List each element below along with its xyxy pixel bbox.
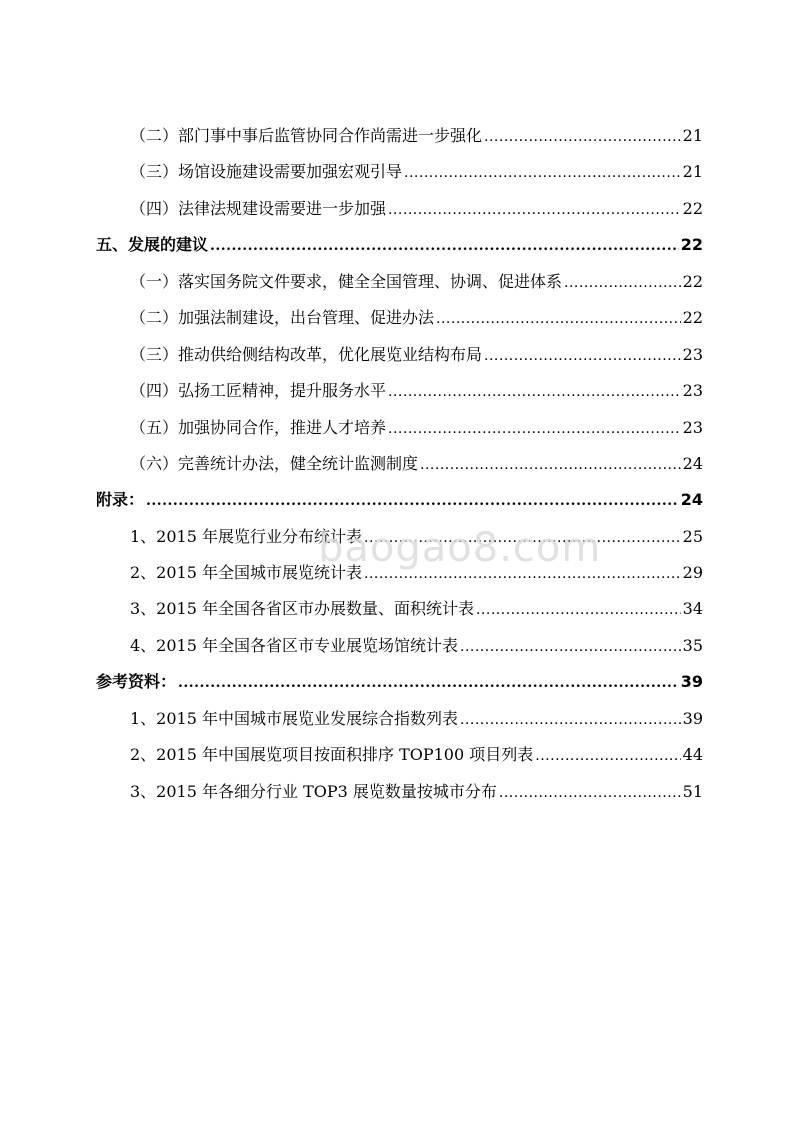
toc-entry[interactable] xyxy=(130,124,703,148)
toc-entry-page: 23 xyxy=(682,418,703,437)
toc-entry[interactable] xyxy=(130,634,703,658)
toc-entry[interactable] xyxy=(130,160,703,184)
toc-entry[interactable] xyxy=(130,780,703,804)
toc-entry-title: 3、2015 年各细分行业 TOP3 展览数量按城市分布 xyxy=(130,782,497,801)
toc-entry-title: （二）部门事中事后监管协同合作尚需进一步强化 xyxy=(130,126,483,145)
toc-entry-title: 2、2015 年中国展览项目按面积排序 TOP100 项目列表 xyxy=(130,745,534,764)
dot-leader xyxy=(535,744,680,768)
toc-entry-title: 2、2015 年全国城市展览统计表 xyxy=(130,563,362,582)
dot-leader xyxy=(499,781,681,805)
dot-leader xyxy=(484,125,681,149)
toc-entry-page: 24 xyxy=(682,454,703,473)
toc-entry-page: 44 xyxy=(682,745,703,764)
toc-entry[interactable] xyxy=(130,416,703,440)
toc-entry[interactable] xyxy=(130,597,703,621)
toc-entry-title: （四）弘扬工匠精神，提升服务水平 xyxy=(130,381,387,400)
dot-leader xyxy=(388,380,681,404)
toc-entry-title: 1、2015 年展览行业分布统计表 xyxy=(130,527,362,546)
toc-entry-page: 24 xyxy=(680,490,703,509)
dot-leader xyxy=(146,489,679,513)
toc-entry-page: 22 xyxy=(682,272,703,291)
toc-entry-title: （二）加强法制建设，出台管理、促进办法 xyxy=(130,308,435,327)
toc-entry-title: （五）加强协同合作，推进人才培养 xyxy=(130,418,387,437)
dot-leader xyxy=(476,598,681,622)
toc-entry-title: 4、2015 年全国各省区市专业展览场馆统计表 xyxy=(130,636,458,655)
toc-entry-title: （六）完善统计办法，健全统计监测制度 xyxy=(130,454,419,473)
toc-entry-page: 22 xyxy=(682,199,703,218)
toc-entry-page: 35 xyxy=(682,636,703,655)
toc-entry-page: 22 xyxy=(682,308,703,327)
toc-entry-title: （四）法律法规建设需要进一步加强 xyxy=(130,199,387,218)
toc-entry[interactable] xyxy=(130,197,703,221)
toc-chapter-entry[interactable] xyxy=(96,233,703,257)
toc-chapter-entry[interactable] xyxy=(96,488,703,512)
toc-entry[interactable] xyxy=(130,707,703,731)
toc-chapter-entry[interactable] xyxy=(96,670,703,694)
dot-leader xyxy=(460,635,681,659)
toc-entry-page: 21 xyxy=(682,126,703,145)
toc-entry-title: 附录： xyxy=(96,490,145,509)
dot-leader xyxy=(436,307,681,331)
dot-leader xyxy=(388,417,681,441)
toc-entry-page: 51 xyxy=(682,782,703,801)
dot-leader xyxy=(210,234,679,258)
dot-leader xyxy=(178,671,679,695)
toc-entry[interactable] xyxy=(130,343,703,367)
dot-leader xyxy=(404,161,681,185)
toc-entry-title: 1、2015 年中国城市展览业发展综合指数列表 xyxy=(130,709,458,728)
toc-entry-page: 25 xyxy=(682,527,703,546)
toc-entry-title: （三）场馆设施建设需要加强宏观引导 xyxy=(130,162,403,181)
dot-leader xyxy=(484,344,681,368)
toc-entry-title: 参考资料： xyxy=(96,672,177,691)
toc-entry-page: 34 xyxy=(682,599,703,618)
toc-entry-page: 39 xyxy=(682,709,703,728)
toc-entry[interactable] xyxy=(130,270,703,294)
toc-entry[interactable] xyxy=(130,525,703,549)
dot-leader xyxy=(460,708,681,732)
toc-entry-title: （三）推动供给侧结构改革，优化展览业结构布局 xyxy=(130,345,483,364)
toc-entry-title: （一）落实国务院文件要求，健全全国管理、协调、促进体系 xyxy=(130,272,563,291)
toc-entry[interactable] xyxy=(130,452,703,476)
toc-entry-title: 五、发展的建议 xyxy=(96,235,209,254)
dot-leader xyxy=(364,562,681,586)
dot-leader xyxy=(364,526,681,550)
toc-entry[interactable] xyxy=(130,561,703,585)
toc-entry[interactable] xyxy=(130,379,703,403)
toc-entry[interactable] xyxy=(130,743,703,767)
dot-leader xyxy=(388,198,681,222)
dot-leader xyxy=(564,271,681,295)
toc-entry-page: 29 xyxy=(682,563,703,582)
dot-leader xyxy=(420,453,681,477)
toc-entry[interactable] xyxy=(130,306,703,330)
toc-entry-title: 3、2015 年全国各省区市办展数量、面积统计表 xyxy=(130,599,474,618)
toc-entry-page: 21 xyxy=(682,162,703,181)
toc-entry-page: 22 xyxy=(680,235,703,254)
toc-entry-page: 39 xyxy=(680,672,703,691)
toc-entry-page: 23 xyxy=(682,381,703,400)
toc-entry-page: 23 xyxy=(682,345,703,364)
watermark: baogao8.com xyxy=(318,525,602,571)
